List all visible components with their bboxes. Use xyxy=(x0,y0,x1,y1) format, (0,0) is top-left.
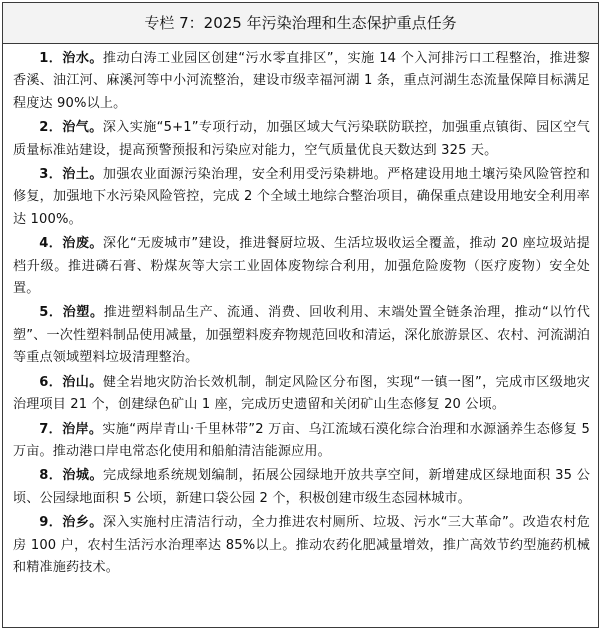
item-number: 4． xyxy=(39,236,63,252)
item-text: 实施“两岸青山·千里林带”2 万亩、乌江流域石漠化综合治理和水源涵养生态修复 5 万亩。推动港口岸电常态化使用和船舶清洁能源应用。 xyxy=(13,421,590,459)
task-item-shore xyxy=(13,419,590,464)
item-keyword: 治气。 xyxy=(62,120,103,136)
item-number: 1． xyxy=(39,51,63,66)
column-box xyxy=(2,2,599,628)
task-item-village xyxy=(13,512,590,579)
item-text: 深入实施村庄清洁行动，全力推进农村厕所、垃圾、污水“三大革命”。改造农村危房 100 户，农村生活污水治理率达 85%以上。推动农药化肥减量增效，推广高效节约型施药机械和精准施药技术。 xyxy=(13,515,591,575)
item-number: 3． xyxy=(39,167,63,183)
item-keyword: 治岸。 xyxy=(62,421,103,437)
item-keyword: 治废。 xyxy=(62,236,103,252)
item-number: 7． xyxy=(39,421,63,437)
task-list xyxy=(3,44,598,579)
item-text: 深化“无废城市”建设，推进餐厨垃圾、生活垃圾收运全覆盖，推动 20 座垃圾站提档升级。推进磷石膏、粉煤灰等大宗工业固体废物综合利用，加强危险废物（医疗废物）安全处置。 xyxy=(13,236,590,297)
item-number: 9． xyxy=(39,515,63,531)
task-item-mountain xyxy=(13,372,590,417)
item-keyword: 治城。 xyxy=(62,468,104,484)
item-text: 健全岩地灾防治长效机制，制定风险区分布图，实现“一镇一图”，完成市区级地灾治理项目 21 个，创建绿色矿山 1 座，完成历史遗留和关闭矿山生态修复 20 公顷。 xyxy=(13,374,591,413)
item-keyword: 治塑。 xyxy=(62,305,104,321)
task-item-plastic xyxy=(13,302,590,369)
item-text: 加强农业面源污染治理，安全利用受污染耕地。严格建设用地土壤污染风险管控和修复，加强地下水污染风险管控，完成 2 个全域土地综合整治项目，确保重点建设用地安全利用率达 100%。 xyxy=(13,167,590,227)
item-text: 深入实施“5+1”专项行动，加强区域大气污染联防联控，加强重点镇街、园区空气质量标准站建设，提高预警预报和污染应对能力，空气质量优良天数达到 325 天。 xyxy=(13,120,590,158)
task-item-air xyxy=(13,117,590,162)
item-keyword: 治山。 xyxy=(62,374,103,390)
column-title: 专栏 7：2025 年污染治理和生态保护重点任务 xyxy=(3,3,598,44)
item-text: 完成绿地系统规划编制，拓展公园绿地开放共享空间，新增建成区绿地面积 35 公顷、公园绿地面积 5 公顷，新建口袋公园 2 个，积极创建市级生态园林城市。 xyxy=(13,468,590,506)
item-number: 8． xyxy=(39,468,63,484)
task-item-city xyxy=(13,465,590,510)
item-number: 2． xyxy=(39,120,63,136)
item-text: 推动白涛工业园区创建“污水零直排区”，实施 14 个入河排污口工程整治，推进黎香溪、油江河、麻溪河等中小河流整治，建设市级幸福河湖 1 条，重点河湖生态流量保障目标满足程度达 90%以上。 xyxy=(13,51,590,111)
item-text: 推进塑料制品生产、流通、消费、回收利用、末端处置全链条治理，推动“以竹代塑”、一次性塑料制品使用减量，加强塑料废弃物规范回收和清运，深化旅游景区、农村、河流湖泊等重点领域塑料垃圾清理整治。 xyxy=(13,305,590,366)
task-item-water xyxy=(13,48,590,115)
item-number: 5． xyxy=(39,305,63,321)
item-keyword: 治土。 xyxy=(62,167,103,183)
task-item-waste xyxy=(13,233,590,300)
item-keyword: 治水。 xyxy=(62,51,103,66)
item-keyword: 治乡。 xyxy=(62,515,103,531)
task-item-soil xyxy=(13,164,590,231)
item-number: 6． xyxy=(39,374,63,390)
